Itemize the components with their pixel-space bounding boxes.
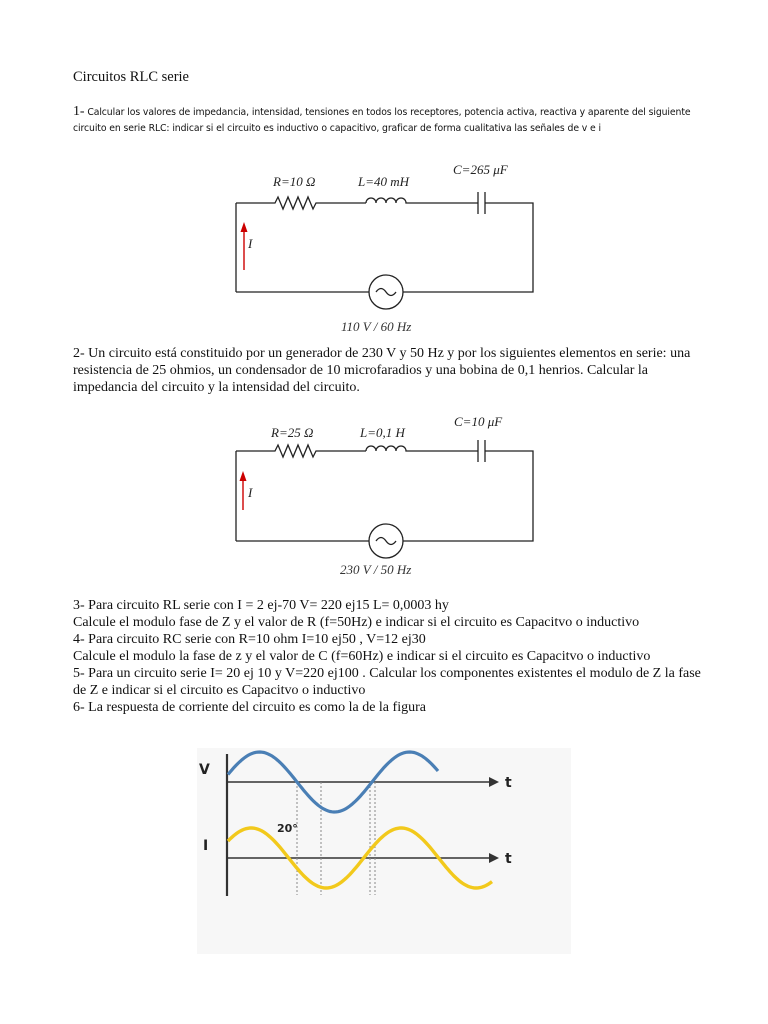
question-3-line-2: Calcule el modulo fase de Z y el valor de R (f=50Hz) e indicar si el circuito es Capacitvo o inductivo [73, 615, 640, 630]
question-5: 5- Para un circuito serie I= 20 ej 10 y V=220 ej100 . Calcular los componentes existentes el modulo de Z la fase de Z e indicar si el circuito es Capacitvo o inductivo [73, 666, 701, 698]
circuit-2-resistor-label: R=25 Ω [271, 425, 314, 440]
waveform-background [197, 748, 571, 954]
circuit-2-capacitor-label: C=10 μF [454, 414, 503, 429]
document-title: Circuitos RLC serie [73, 69, 189, 85]
circuit-1-inductor-label: L=40 mH [358, 174, 410, 189]
waveform-i-label: I [203, 838, 209, 854]
circuit-1-source-label: 110 V / 60 Hz [341, 319, 412, 334]
question-4-line-2: Calcule el modulo la fase de z y el valor de C (f=60Hz) e indicar si el circuito es Capacitvo o inductivo [73, 649, 651, 664]
circuit-1-capacitor-label: C=265 μF [453, 162, 508, 177]
question-4-line-1: 4- Para circuito RC serie con R=10 ohm I=10 ej50 , V=12 ej30 [73, 632, 426, 647]
question-6: 6- La respuesta de corriente del circuito es como la de la figura [73, 700, 426, 715]
circuit-2-source-label: 230 V / 50 Hz [340, 562, 412, 577]
circuit-1-current-label: I [248, 236, 253, 251]
circuit-2-current-label: I [248, 485, 253, 500]
circuit-2-inductor-label: L=0,1 H [360, 425, 405, 440]
waveform-v-t-label: t [505, 775, 512, 791]
question-3-line-1: 3- Para circuito RL serie con I = 2 ej-70 V= 220 ej15 L= 0,0003 hy [73, 598, 449, 613]
waveform-v-label: V [199, 762, 210, 778]
waveform-i-t-label: t [505, 851, 512, 867]
phase-angle-label: 20° [277, 822, 298, 835]
question-1-text: Calcular los valores de impedancia, intensidad, tensiones en todos los receptores, potencia activa, reactiva y aparente del siguiente circuito en serie RLC: indicar si el circuito es inductivo o capacitivo, graficar de forma cualitativa las señales de v e i [73, 107, 691, 134]
circuit-1-resistor-label: R=10 Ω [273, 174, 316, 189]
question-1-number: 1- [73, 104, 85, 119]
question-2: 2- Un circuito está constituido por un generador de 230 V y 50 Hz y por los siguientes elementos en serie: una resistencia de 25 ohmios, un condensador de 10 microfaradios y una bobina de 0,1 henrios. Calcular la impedancia del circuito y la intensidad del circuito. [73, 346, 691, 395]
